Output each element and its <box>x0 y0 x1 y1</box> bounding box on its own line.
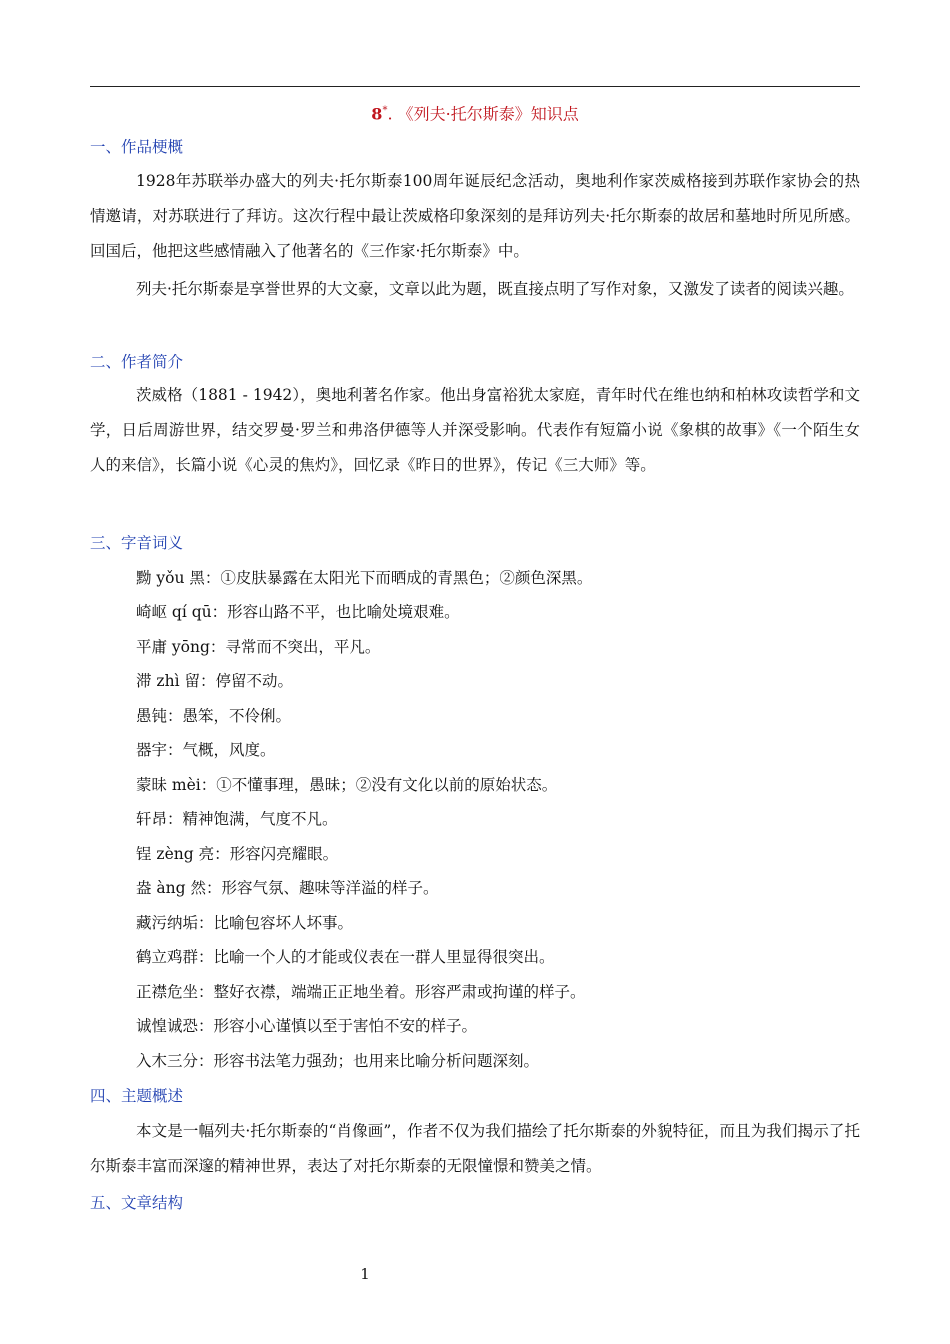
vocab-item: 平庸 yōng：寻常而不突出，平凡。 <box>136 638 381 656</box>
vocab-item: 诚惶诚恐：形容小心谨慎以至于害怕不安的样子。 <box>136 1017 478 1035</box>
section-heading-summary: 一、作品梗概 <box>90 138 184 156</box>
theme-paragraph: 本文是一幅列夫·托尔斯泰的“肖像画”，作者不仅为我们描绘了托尔斯泰的外貌特征，而且为我们揭示了托尔斯泰丰富而深邃的精神世界，表达了对托尔斯泰的无限憧憬和赞美之情。 <box>90 1122 860 1175</box>
section-heading-author: 二、作者简介 <box>90 353 184 371</box>
vocab-item: 盎 àng 然：形容气氛、趣味等洋溢的样子。 <box>136 879 439 897</box>
section-heading-vocabulary: 三、字音词义 <box>90 534 184 552</box>
header-rule <box>90 86 860 87</box>
page-number: 1 <box>360 1265 370 1283</box>
vocab-item: 锃 zèng 亮：形容闪亮耀眼。 <box>136 845 339 863</box>
section-heading-theme: 四、主题概述 <box>90 1087 184 1105</box>
title-mark: * <box>382 105 388 116</box>
vocab-item: 正襟危坐：整好衣襟，端端正正地坐着。形容严肃或拘谨的样子。 <box>136 983 586 1001</box>
vocab-item: 滞 zhì 留：停留不动。 <box>136 672 293 690</box>
vocab-item: 鹤立鸡群：比喻一个人的才能或仪表在一群人里显得很突出。 <box>136 948 555 966</box>
title-text: . 《列夫·托尔斯泰》知识点 <box>387 104 579 124</box>
vocab-item: 轩昂：精神饱满，气度不凡。 <box>136 810 338 828</box>
summary-paragraph-1: 1928年苏联举办盛大的列夫·托尔斯泰100周年诞辰纪念活动，奥地利作家茨威格接到苏联作家协会的热情邀请，对苏联进行了拜访。这次行程中最让茨威格印象深刻的是拜访列夫·托尔斯泰的故居和墓地时所见所感。回国后，他把这些感情融入了他著名的《三作家·托尔斯泰》中。 <box>90 172 860 260</box>
summary-paragraph-2: 列夫·托尔斯泰是享誉世界的大文豪，文章以此为题，既直接点明了写作对象，又激发了读者的阅读兴趣。 <box>136 280 854 298</box>
vocab-item: 藏污纳垢：比喻包容坏人坏事。 <box>136 914 354 932</box>
author-paragraph: 茨威格（1881 - 1942），奥地利著名作家。他出身富裕犹太家庭，青年时代在维也纳和柏林攻读哲学和文学，日后周游世界，结交罗曼·罗兰和弗洛伊德等人并深受影响。代表作有短篇小说《象棋的故事》《一个陌生女人的来信》，长篇小说《心灵的焦灼》，回忆录《昨日的世界》，传记《三大师》等。 <box>90 386 860 474</box>
vocab-item: 入木三分：形容书法笔力强劲；也用来比喻分析问题深刻。 <box>136 1052 540 1070</box>
vocab-item: 崎岖 qí qū：形容山路不平，也比喻处境艰难。 <box>136 603 460 621</box>
vocab-item: 蒙昧 mèi：①不懂事理，愚昧；②没有文化以前的原始状态。 <box>136 776 558 794</box>
vocab-item: 愚钝：愚笨，不伶俐。 <box>136 707 292 725</box>
vocab-item: 器宇：气概，风度。 <box>136 741 276 759</box>
section-heading-structure: 五、文章结构 <box>90 1194 184 1212</box>
document-title <box>0 100 950 125</box>
vocab-item: 黝 yǒu 黑：①皮肤暴露在太阳光下而晒成的青黑色；②颜色深黑。 <box>136 569 593 587</box>
title-number: 8 <box>371 104 383 124</box>
